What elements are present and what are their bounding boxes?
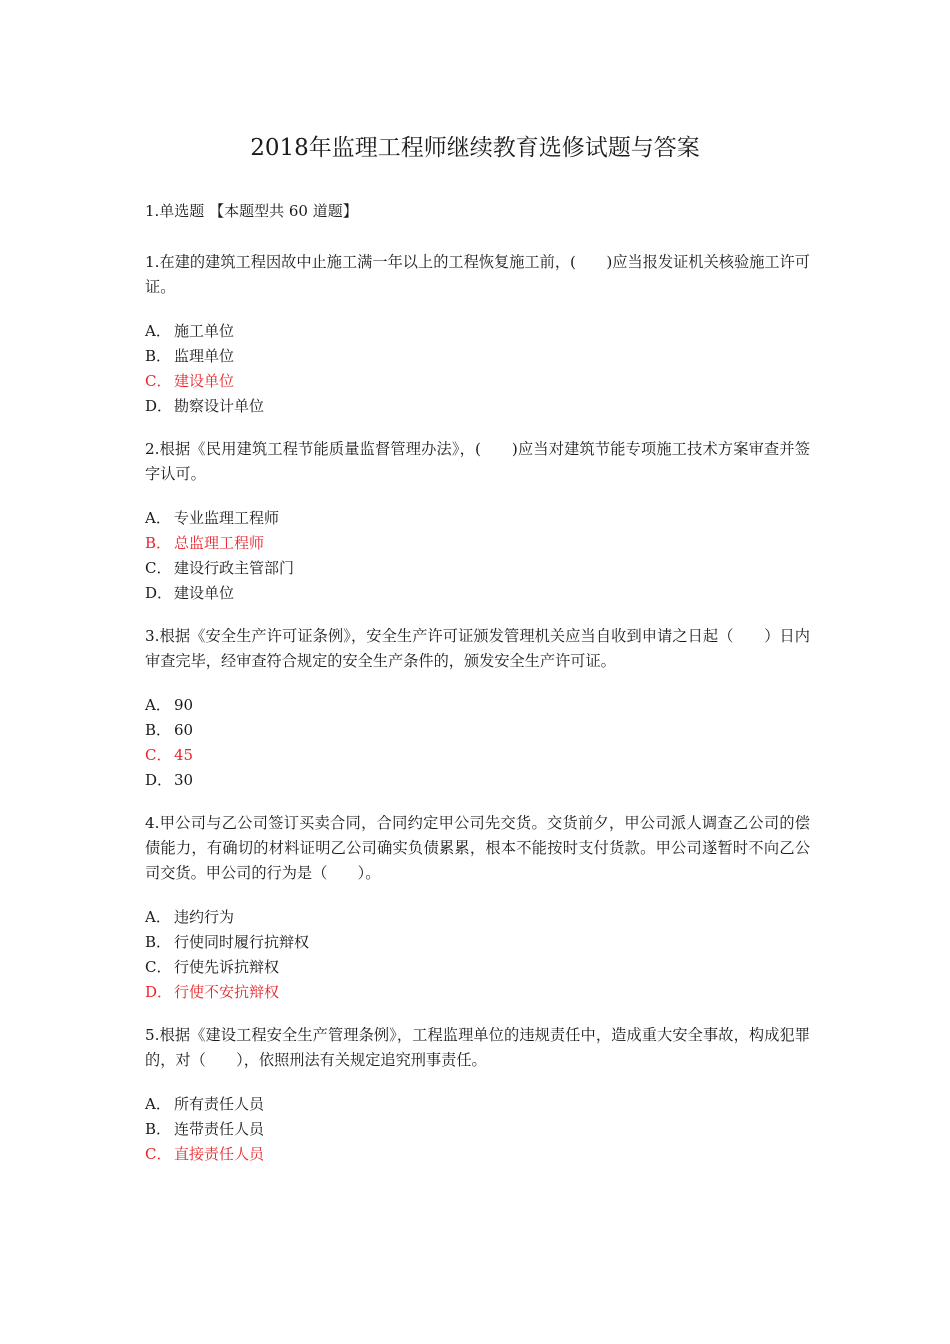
question-stem: 5.根据《建设工程安全生产管理条例》，工程监理单位的违规责任中，造成重大安全事故，构成犯罪的，对（ ），依照刑法有关规定追究刑事责任。 [145, 1026, 810, 1069]
option-d [145, 768, 810, 793]
option-letter: D． [145, 983, 173, 1001]
option-list [145, 905, 810, 1005]
question-4 [145, 811, 810, 1005]
option-letter: C． [145, 372, 172, 390]
option-letter: C． [145, 559, 172, 577]
option-text: 违约行为 [174, 908, 235, 926]
option-a [145, 506, 810, 531]
option-letter: B． [145, 347, 172, 365]
option-text: 专业监理工程师 [174, 509, 280, 527]
question-1 [145, 250, 810, 419]
option-letter: B． [145, 1120, 172, 1138]
question-stem: 1.在建的建筑工程因故中止施工满一年以上的工程恢复施工前，( )应当报发证机关核验施工许可证。 [145, 253, 810, 296]
option-letter: D． [145, 584, 173, 602]
option-c [145, 955, 810, 980]
option-a [145, 1092, 810, 1117]
question-list [145, 250, 810, 1185]
option-list [145, 1092, 810, 1167]
option-b [145, 930, 810, 955]
option-letter: A． [145, 1095, 171, 1113]
option-c [145, 556, 810, 581]
option-c [145, 1142, 810, 1167]
option-d [145, 394, 810, 419]
option-list [145, 506, 810, 606]
option-text: 监理单位 [174, 347, 235, 365]
question-stem: 2.根据《民用建筑工程节能质量监督管理办法》，( )应当对建筑节能专项施工技术方案审查并签字认可。 [145, 440, 810, 483]
option-text: 勘察设计单位 [174, 397, 265, 415]
option-text: 行使先诉抗辩权 [174, 958, 280, 976]
question-3 [145, 624, 810, 793]
option-b [145, 531, 810, 556]
option-b [145, 718, 810, 743]
question-stem: 3.根据《安全生产许可证条例》，安全生产许可证颁发管理机关应当自收到申请之日起（ ）日内审查完毕，经审查符合规定的安全生产条件的，颁发安全生产许可证。 [145, 627, 810, 670]
option-text: 60 [174, 721, 194, 739]
option-text: 直接责任人员 [174, 1145, 265, 1163]
option-text: 连带责任人员 [174, 1120, 265, 1138]
option-letter: B． [145, 721, 172, 739]
section-header: 1.单选题 【本题型共 60 道题】 [145, 202, 358, 220]
option-text: 施工单位 [174, 322, 235, 340]
option-b [145, 1117, 810, 1142]
option-letter: B． [145, 933, 172, 951]
option-letter: D． [145, 771, 173, 789]
option-list [145, 693, 810, 793]
option-b [145, 344, 810, 369]
option-letter: C． [145, 958, 172, 976]
option-c [145, 369, 810, 394]
option-text: 建设单位 [174, 372, 235, 390]
option-letter: B． [145, 534, 172, 552]
option-letter: A． [145, 908, 171, 926]
option-text: 30 [174, 771, 194, 789]
document-title: 2018年监理工程师继续教育选修试题与答案 [250, 135, 700, 161]
option-text: 建设单位 [174, 584, 235, 602]
option-letter: C． [145, 1145, 172, 1163]
option-text: 行使同时履行抗辩权 [174, 933, 310, 951]
option-text: 所有责任人员 [174, 1095, 265, 1113]
option-letter: A． [145, 322, 171, 340]
question-stem: 4.甲公司与乙公司签订买卖合同，合同约定甲公司先交货。交货前夕，甲公司派人调查乙公司的偿债能力，有确切的材料证明乙公司确实负债累累，根本不能按时支付货款。甲公司遂暂时不向乙公司交货。甲公司的行为是（ ）。 [145, 814, 810, 882]
option-text: 建设行政主管部门 [174, 559, 295, 577]
option-text: 总监理工程师 [174, 534, 265, 552]
option-list [145, 319, 810, 419]
option-letter: A． [145, 696, 171, 714]
option-letter: D． [145, 397, 173, 415]
option-c [145, 743, 810, 768]
option-text: 45 [174, 746, 194, 764]
option-text: 90 [174, 696, 194, 714]
option-d [145, 980, 810, 1005]
question-5 [145, 1023, 810, 1167]
option-a [145, 905, 810, 930]
option-text: 行使不安抗辩权 [174, 983, 280, 1001]
option-a [145, 319, 810, 344]
option-letter: C． [145, 746, 172, 764]
option-d [145, 581, 810, 606]
option-a [145, 693, 810, 718]
question-2 [145, 437, 810, 606]
option-letter: A． [145, 509, 171, 527]
